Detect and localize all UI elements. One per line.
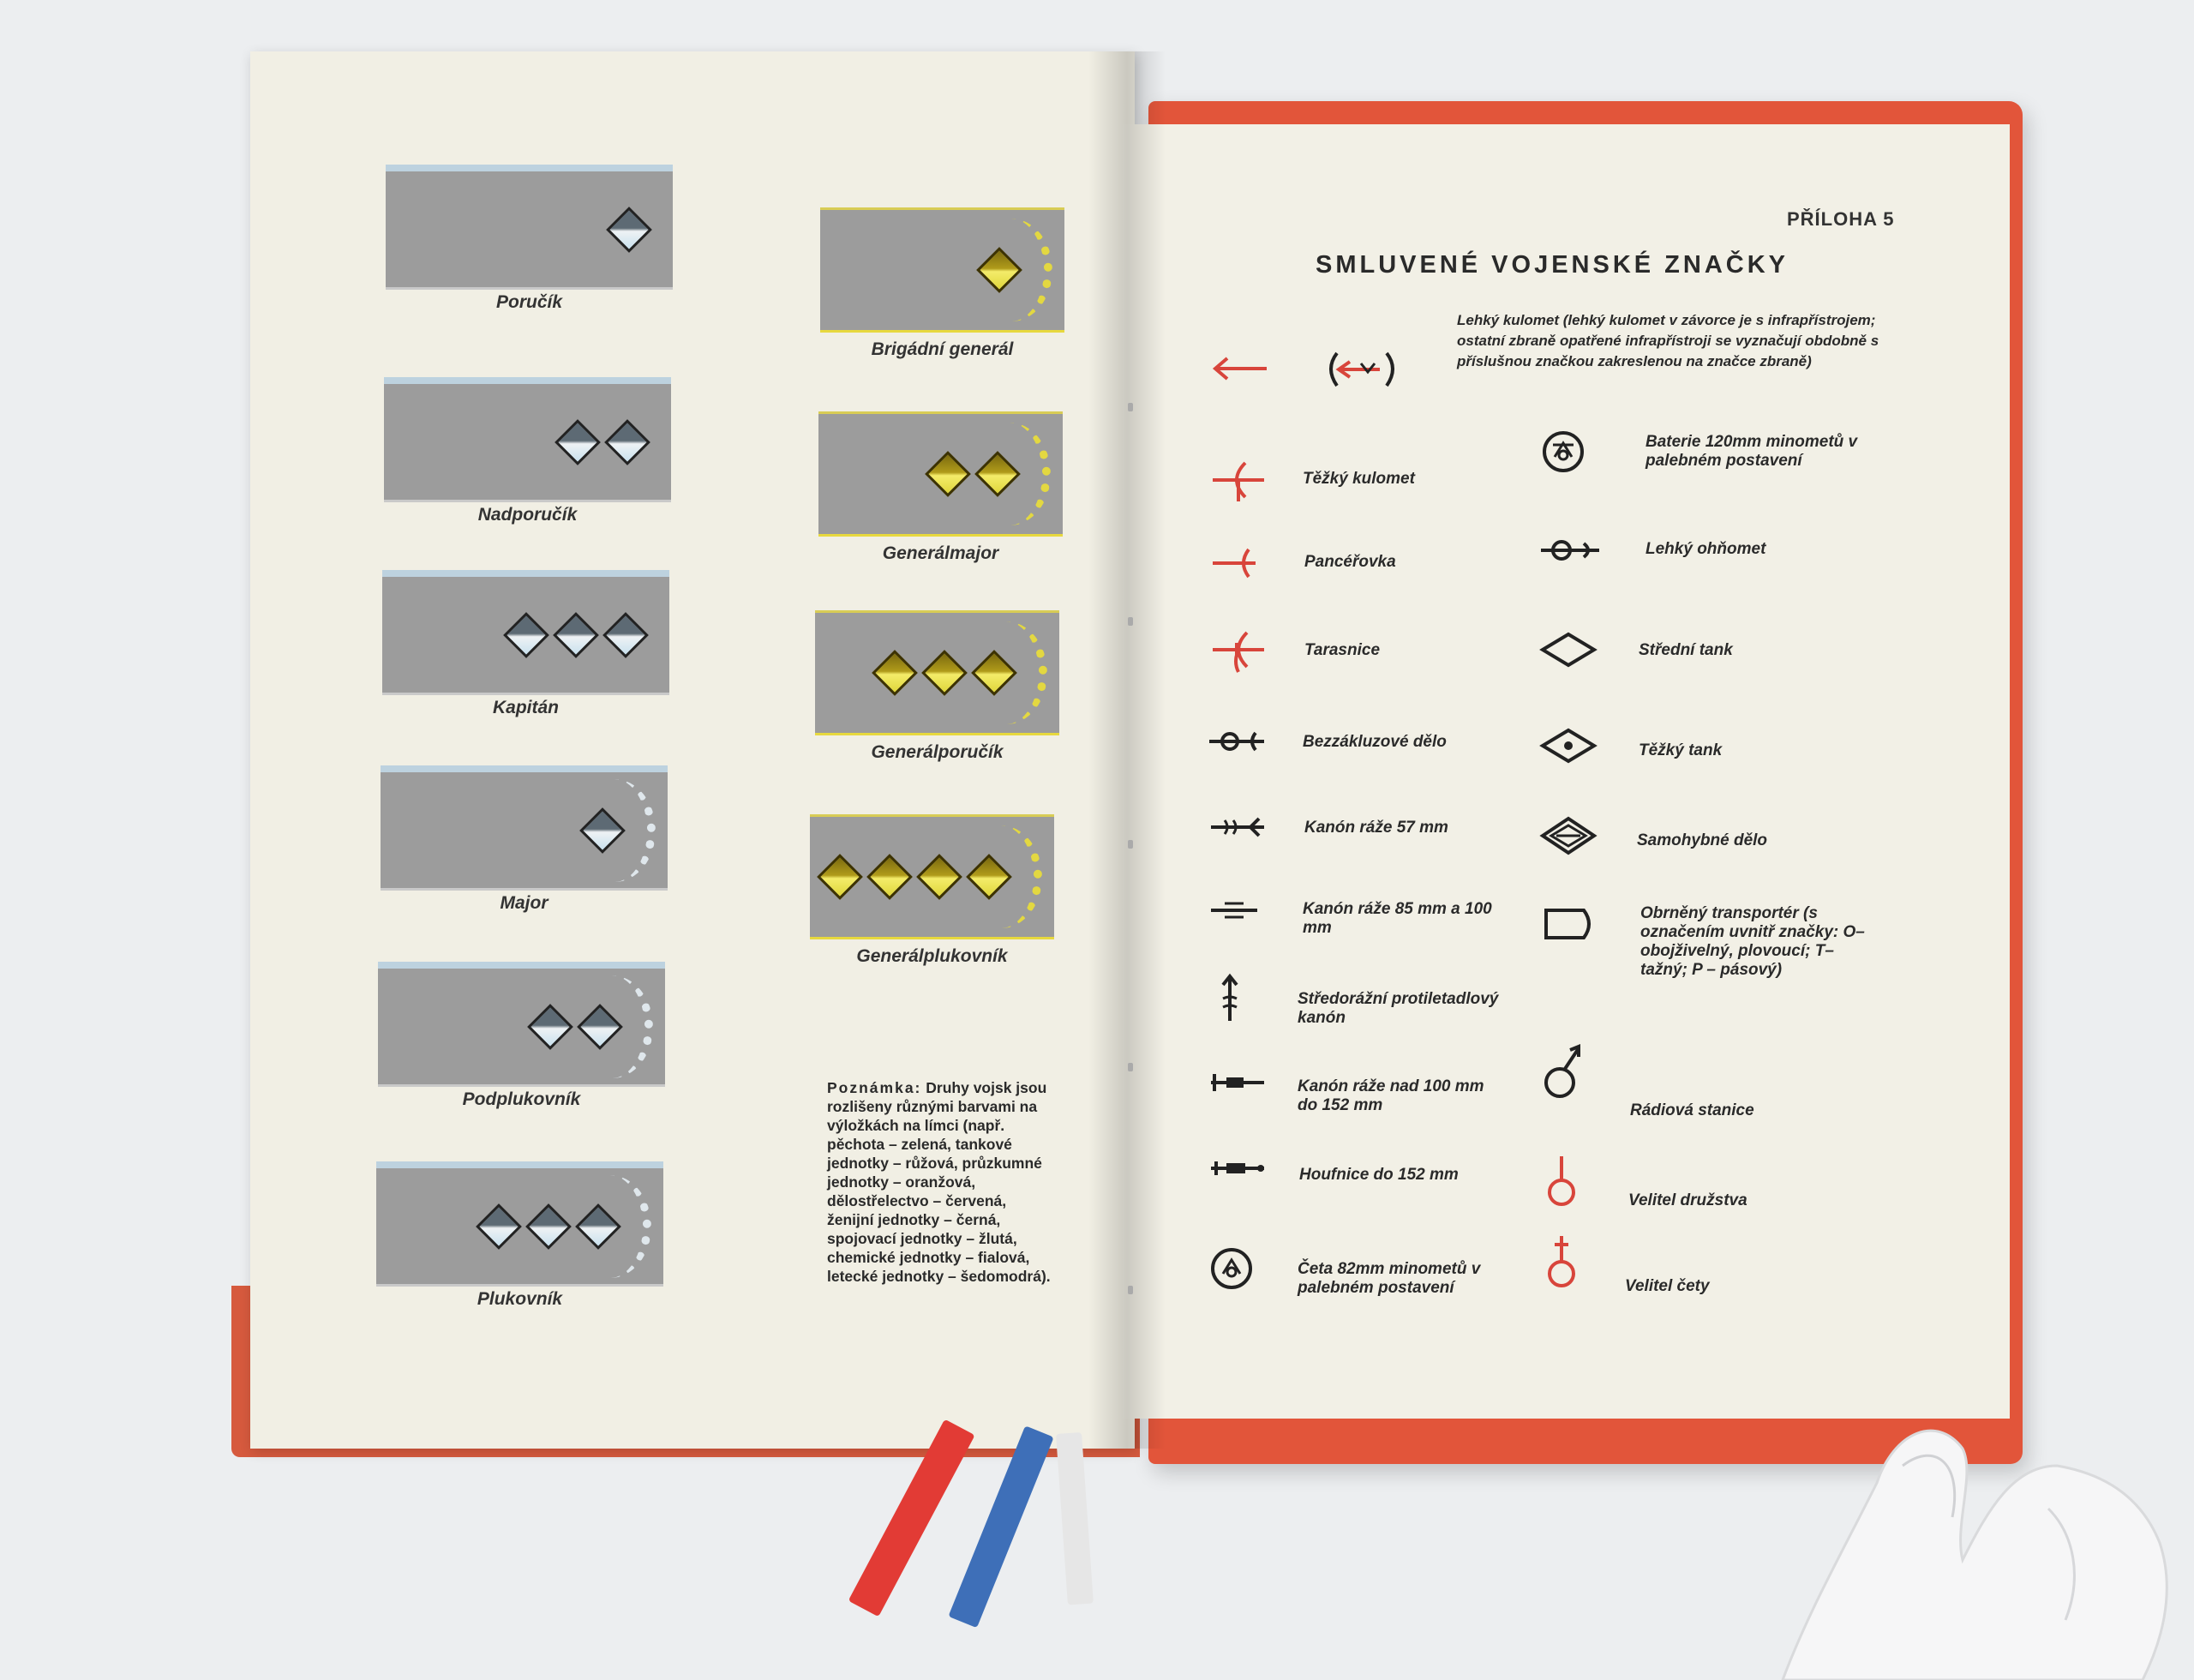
- howitzer-icon: [1204, 1143, 1273, 1197]
- light-mg-icon: [1215, 358, 1267, 379]
- page-title: SMLUVENÉ VOJENSKÉ ZNAČKY: [1316, 251, 1789, 279]
- symbol-label: Těžký kulomet: [1303, 470, 1415, 488]
- insignia-label: Generálmajor: [882, 543, 999, 563]
- collar-insignia: [810, 814, 1054, 939]
- rank-star-icon: [476, 1203, 522, 1250]
- symbol-label: Pancéřovka: [1304, 553, 1396, 571]
- collar-insignia: [386, 165, 673, 290]
- rank-star-icon: [554, 419, 601, 465]
- rank-star-icon: [527, 1004, 573, 1050]
- note-body: Druhy vojsk jsou rozlišeny různými barvami na výložkách na límci (např. pěchota – zelená, tankové jednotky – růžová, průzkumné jednotky – oranžová, dělostřelectvo – červená, ženijní jednotky – černá, spojovací jednotky – žlutá, chemické jednotky – fialová, letecké jednotky – šedomodrá).: [827, 1079, 1051, 1285]
- recoilless-cannon-icon: [1204, 716, 1273, 771]
- note-paragraph: [827, 1078, 1054, 1286]
- rank-star-icon: [925, 451, 971, 497]
- symbol-label: Velitel čety: [1625, 1277, 1710, 1295]
- symbol-label: Lehký ohňomet: [1646, 540, 1766, 558]
- collar-insignia: [818, 411, 1063, 537]
- collar-insignia: [378, 962, 665, 1087]
- rank-star-icon: [606, 207, 652, 253]
- flamethrower-icon: [1536, 525, 1604, 579]
- wreath-icon: [571, 975, 653, 1078]
- apc-icon: [1536, 898, 1604, 953]
- symbol-label: Samohybné dělo: [1637, 831, 1768, 849]
- collar-insignia: [815, 610, 1059, 735]
- self-propelled-gun-icon: [1536, 810, 1604, 865]
- symbol-label: Velitel družstva: [1628, 1191, 1747, 1209]
- symbol-label: Rádiová stanice: [1630, 1101, 1754, 1119]
- stitch: [1128, 840, 1133, 849]
- rank-star-icon: [604, 419, 650, 465]
- cannon-85-icon: [1204, 885, 1273, 939]
- insignia-label: Generálporučík: [871, 742, 1004, 762]
- symbol-label: Středorážní protiletadlový kanón: [1298, 990, 1499, 1027]
- insignia-label: Podplukovník: [462, 1089, 581, 1109]
- wreath-icon: [970, 219, 1052, 321]
- wreath-icon: [965, 621, 1047, 724]
- insignia-label: Nadporučík: [477, 505, 578, 525]
- insignia-label: Major: [500, 893, 548, 913]
- collar-insignia: [820, 207, 1064, 333]
- rank-star-icon: [602, 612, 649, 658]
- insignia-label: Poručík: [495, 292, 563, 312]
- collar-insignia: [382, 570, 669, 695]
- note-heading: Poznámka:: [827, 1079, 922, 1096]
- insignia-label: Brigádní generál: [871, 339, 1014, 359]
- heavy-mg-icon: [1204, 454, 1273, 509]
- rank-star-icon: [817, 854, 863, 900]
- cannon-57-icon: [1204, 801, 1273, 856]
- collar-insignia: [376, 1161, 663, 1287]
- symbol-label: Kanón ráže 85 mm a 100 mm: [1303, 900, 1492, 937]
- mortar-platoon-icon: [1204, 1243, 1273, 1298]
- wreath-icon: [573, 779, 656, 882]
- symbol-label: Obrněný transportér (s označením uvnitř značky: O–obojživelný, plovoucí; T– tažný; P – pásový): [1640, 904, 1865, 979]
- light-mg-infrared-icon: [1331, 353, 1393, 386]
- rank-star-icon: [921, 650, 968, 696]
- light-mg-description: Lehký kulomet (lehký kulomet v závorce je s infrapřístrojem; ostatní zbraně opatřené infrapřístroji se vyznačují obdobně s příslušnou značkou zakreslenou na značce zbraně): [1457, 312, 1879, 369]
- radio-station-icon: [1536, 1041, 1604, 1110]
- stitch: [1128, 403, 1133, 411]
- symbol-label: Baterie 120mm minometů v palebném postavení: [1646, 433, 1858, 470]
- medium-tank-icon: [1536, 624, 1604, 679]
- appendix-label: PŘÍLOHA 5: [1787, 208, 1895, 230]
- rank-star-icon: [525, 1203, 572, 1250]
- rank-star-icon: [916, 854, 962, 900]
- heavy-tank-icon: [1536, 720, 1604, 775]
- recoilless-gun-icon: [1204, 624, 1273, 679]
- aa-gun-icon: [1204, 973, 1273, 1028]
- symbol-label: Houfnice do 152 mm: [1299, 1166, 1459, 1184]
- symbol-label: Těžký tank: [1639, 741, 1723, 759]
- stitch: [1128, 1286, 1133, 1294]
- stitch: [1128, 617, 1133, 626]
- insignia-label: Generálplukovník: [856, 946, 1008, 966]
- platoon-leader-icon: [1536, 1234, 1604, 1289]
- wreath-icon: [968, 423, 1051, 525]
- mortar-battery-icon: [1536, 426, 1604, 481]
- symbol-label: Kanón ráže nad 100 mm do 152 mm: [1298, 1077, 1484, 1114]
- symbol-label: Bezzákluzové dělo: [1303, 733, 1447, 751]
- collar-insignia: [381, 765, 668, 891]
- symbol-label: Četa 82mm minometů v palebném postavení: [1298, 1260, 1481, 1297]
- squad-leader-icon: [1536, 1153, 1604, 1208]
- heavy-cannon-icon: [1204, 1057, 1273, 1112]
- light-mg-icons: [1208, 343, 1414, 403]
- wreath-icon: [960, 825, 1042, 928]
- rank-star-icon: [872, 650, 918, 696]
- symbol-label: Střední tank: [1639, 641, 1733, 659]
- white-glove-hand: [1680, 1337, 2194, 1680]
- symbol-label: Kanón ráže 57 mm: [1304, 819, 1448, 837]
- collar-insignia: [384, 377, 671, 502]
- rank-star-icon: [503, 612, 549, 658]
- rank-star-icon: [866, 854, 913, 900]
- book-gutter: [1088, 51, 1166, 1449]
- rank-star-icon: [553, 612, 599, 658]
- symbol-label: Tarasnice: [1304, 641, 1381, 659]
- insignia-label: Plukovník: [477, 1289, 563, 1309]
- insignia-label: Kapitán: [492, 698, 559, 717]
- bazooka-icon: [1204, 537, 1273, 592]
- stitch: [1128, 1063, 1133, 1071]
- wreath-icon: [569, 1175, 651, 1278]
- bookmark-ribbon-white: [1056, 1432, 1094, 1605]
